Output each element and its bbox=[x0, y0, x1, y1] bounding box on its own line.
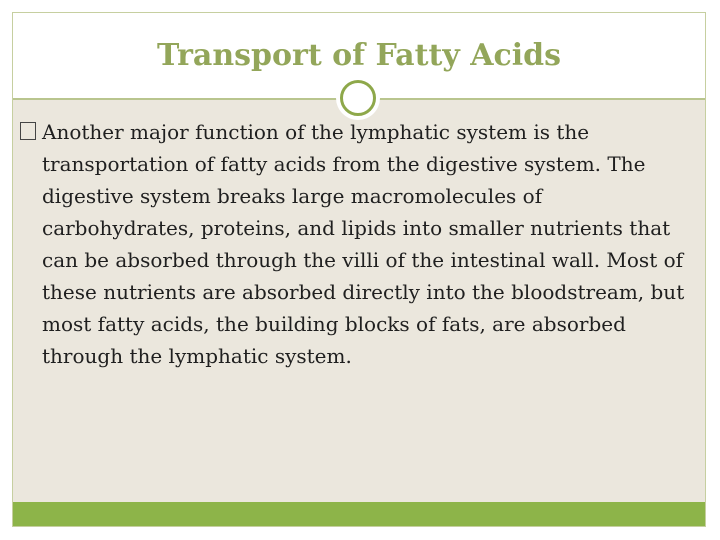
bullet-text: Another major function of the lymphatic system is the transportation of fatty acids from the digestive system. The digestive system breaks large macromolecules of carbohydrates, proteins, and lipids into smaller nutrients that can be absorbed through the villi of the intestinal wall. Most of these nutrients are absorbed directly into the bloodstream, but most fatty acids, the building blocks of fats, are absorbed through the lymphatic system. bbox=[42, 120, 685, 368]
slide-frame bbox=[12, 12, 706, 527]
slide-title: Transport of Fatty Acids bbox=[156, 38, 562, 73]
